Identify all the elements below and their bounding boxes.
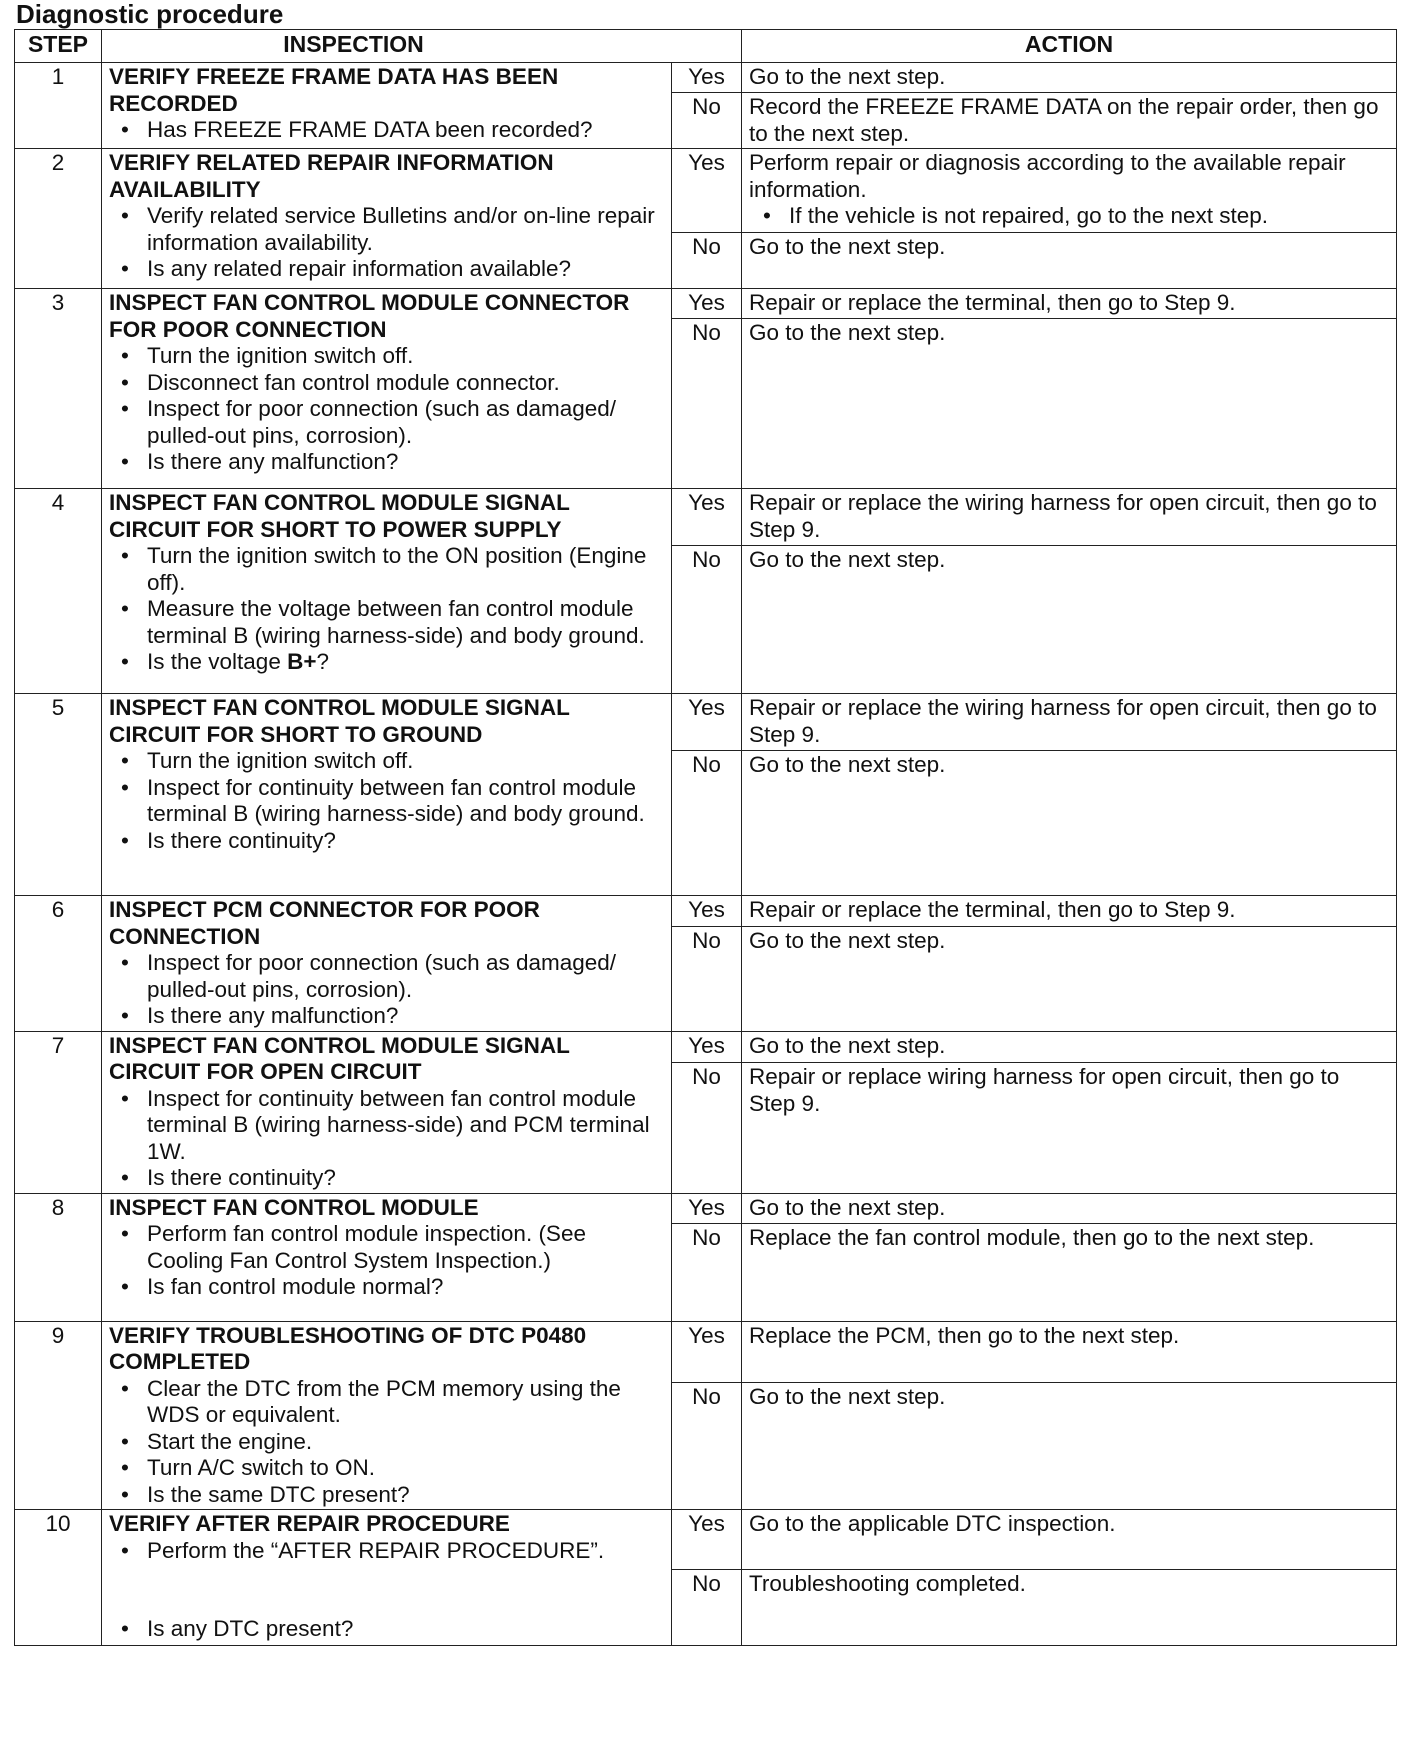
inspection-cell (102, 694, 672, 896)
inspection-cell (102, 63, 672, 149)
list-item: • Turn the ignition switch off. (109, 748, 664, 775)
table-row (15, 289, 1397, 319)
list-item: • Is there continuity? (109, 1165, 664, 1192)
spacer (109, 1564, 664, 1616)
no-label: No (672, 319, 742, 489)
yes-action: Repair or replace the wiring harness for open circuit, then go to Step 9. (742, 694, 1397, 751)
yes-action: Perform repair or diagnosis according to the available repair information. (749, 150, 1346, 202)
header-inspection: INSPECTION (102, 30, 742, 63)
no-label: No (672, 233, 742, 289)
inspection-bullets (109, 950, 664, 1030)
table-row (15, 694, 1397, 751)
inspection-bullets (109, 748, 664, 854)
step-number: 8 (15, 1193, 102, 1321)
list-item: • Is there any malfunction? (109, 449, 664, 476)
yes-label: Yes (672, 1321, 742, 1383)
step-number: 6 (15, 896, 102, 1032)
no-action: Troubleshooting completed. (742, 1570, 1397, 1646)
step-number: 4 (15, 489, 102, 694)
inspection-bullets (109, 343, 664, 476)
header-action: ACTION (742, 30, 1397, 63)
yes-label: Yes (672, 289, 742, 319)
yes-label: Yes (672, 896, 742, 927)
yes-action: Go to the next step. (742, 1193, 1397, 1223)
inspection-bullets (109, 203, 664, 283)
list-item: • Perform the “AFTER REPAIR PROCEDURE”. (109, 1538, 664, 1565)
page-title: Diagnostic procedure (16, 0, 284, 29)
no-action: Go to the next step. (742, 1383, 1397, 1510)
inspection-title: INSPECT FAN CONTROL MODULE SIGNAL CIRCUIT FOR SHORT TO POWER SUPPLY (109, 490, 570, 542)
step-number: 1 (15, 63, 102, 149)
list-item: • Is there continuity? (109, 828, 664, 855)
step-number: 5 (15, 694, 102, 896)
list-item: • Is any related repair information available? (109, 256, 664, 283)
inspection-cell (102, 149, 672, 289)
list-item: • Perform fan control module inspection. (See Cooling Fan Control System Inspection.) (109, 1221, 664, 1274)
inspection-title: INSPECT FAN CONTROL MODULE SIGNAL CIRCUIT FOR SHORT TO GROUND (109, 695, 570, 747)
inspection-title: VERIFY RELATED REPAIR INFORMATION AVAILABILITY (109, 150, 554, 202)
yes-action: Repair or replace the terminal, then go to Step 9. (742, 289, 1397, 319)
step-number: 7 (15, 1031, 102, 1193)
list-item: • Turn the ignition switch off. (109, 343, 664, 370)
list-item: • Is the same DTC present? (109, 1482, 664, 1509)
yes-action: Repair or replace the terminal, then go to Step 9. (742, 896, 1397, 927)
inspection-title: INSPECT FAN CONTROL MODULE (109, 1194, 479, 1220)
inspection-bullets (109, 117, 664, 144)
no-label: No (672, 1223, 742, 1321)
no-action: Go to the next step. (742, 751, 1397, 896)
list-item: • Inspect for continuity between fan control module terminal B (wiring harness-side) and body ground. (109, 775, 664, 828)
no-action: Replace the fan control module, then go to the next step. (742, 1223, 1397, 1321)
inspection-title: INSPECT FAN CONTROL MODULE CONNECTOR FOR POOR CONNECTION (109, 290, 630, 342)
no-action: Record the FREEZE FRAME DATA on the repair order, then go to the next step. (742, 93, 1397, 149)
table-row (15, 489, 1397, 546)
inspection-title: VERIFY FREEZE FRAME DATA HAS BEEN RECORDED (109, 64, 559, 116)
yes-label: Yes (672, 694, 742, 751)
inspection-bullets-final (109, 1616, 664, 1643)
inspection-bullets (109, 1538, 664, 1565)
table-row (15, 1031, 1397, 1063)
yes-action-sub (749, 203, 1389, 230)
inspection-bullets (109, 1086, 664, 1192)
yes-label: Yes (672, 1510, 742, 1570)
yes-action: Go to the next step. (742, 1031, 1397, 1063)
no-label: No (672, 546, 742, 694)
bullet-text-end: ? (316, 649, 329, 674)
list-item: • If the vehicle is not repaired, go to the next step. (749, 203, 1389, 230)
list-item: • Start the engine. (109, 1429, 664, 1456)
list-item: • Inspect for poor connection (such as damaged/ pulled-out pins, corrosion). (109, 396, 664, 449)
yes-label: Yes (672, 63, 742, 93)
inspection-title: INSPECT FAN CONTROL MODULE SIGNAL CIRCUIT FOR OPEN CIRCUIT (109, 1032, 570, 1084)
yes-label: Yes (672, 489, 742, 546)
yes-label: Yes (672, 1031, 742, 1063)
inspection-bullets (109, 543, 664, 676)
inspection-cell (102, 489, 672, 694)
inspection-cell (102, 1510, 672, 1646)
list-item (109, 649, 664, 676)
list-item: • Has FREEZE FRAME DATA been recorded? (109, 117, 664, 144)
no-action: Go to the next step. (742, 319, 1397, 489)
no-action: Go to the next step. (742, 546, 1397, 694)
inspection-cell (102, 896, 672, 1032)
list-item: • Clear the DTC from the PCM memory using the WDS or equivalent. (109, 1376, 664, 1429)
no-action: Go to the next step. (742, 927, 1397, 1031)
list-item: • Turn A/C switch to ON. (109, 1455, 664, 1482)
list-item: • Inspect for poor connection (such as damaged/ pulled-out pins, corrosion). (109, 950, 664, 1003)
table-row (15, 1321, 1397, 1383)
table-row (15, 1193, 1397, 1223)
no-action: Repair or replace wiring harness for open circuit, then go to Step 9. (742, 1063, 1397, 1193)
no-label: No (672, 1063, 742, 1193)
step-number: 3 (15, 289, 102, 489)
step-number: 2 (15, 149, 102, 289)
inspection-cell (102, 1193, 672, 1321)
yes-action: Repair or replace the wiring harness for open circuit, then go to Step 9. (742, 489, 1397, 546)
step-number: 9 (15, 1321, 102, 1510)
list-item: • Measure the voltage between fan control module terminal B (wiring harness-side) and body ground. (109, 596, 664, 649)
no-label: No (672, 93, 742, 149)
bullet-text: Is the voltage (147, 649, 288, 674)
step-number: 10 (15, 1510, 102, 1646)
inspection-cell (102, 289, 672, 489)
inspection-cell (102, 1321, 672, 1510)
no-label: No (672, 751, 742, 896)
table-row (15, 896, 1397, 927)
table-row (15, 63, 1397, 93)
inspection-bullets (109, 1376, 664, 1509)
diagnostic-procedure-table (14, 29, 1397, 1646)
bullet-bold-text: B+ (287, 649, 317, 674)
inspection-cell (102, 1031, 672, 1193)
inspection-title: VERIFY TROUBLESHOOTING OF DTC P0480 COMPLETED (109, 1322, 587, 1374)
yes-action-cell (742, 149, 1397, 233)
header-step: STEP (15, 30, 102, 63)
no-label: No (672, 927, 742, 1031)
list-item: • Turn the ignition switch to the ON position (Engine off). (109, 543, 664, 596)
inspection-title: INSPECT PCM CONNECTOR FOR POOR CONNECTION (109, 897, 540, 949)
list-item: • Inspect for continuity between fan control module terminal B (wiring harness-side) and PCM terminal 1W. (109, 1086, 664, 1166)
table-row (15, 1510, 1397, 1570)
table-header-row (15, 30, 1397, 63)
table-row (15, 149, 1397, 233)
yes-action: Go to the next step. (742, 63, 1397, 93)
list-item: • Verify related service Bulletins and/or on-line repair information availability. (109, 203, 664, 256)
list-item: • Disconnect fan control module connector. (109, 370, 664, 397)
list-item: • Is fan control module normal? (109, 1274, 664, 1301)
no-label: No (672, 1383, 742, 1510)
no-action: Go to the next step. (742, 233, 1397, 289)
list-item: • Is there any malfunction? (109, 1003, 664, 1030)
inspection-title: VERIFY AFTER REPAIR PROCEDURE (109, 1511, 510, 1536)
yes-label: Yes (672, 1193, 742, 1223)
inspection-bullets (109, 1221, 664, 1301)
yes-label: Yes (672, 149, 742, 233)
yes-action: Replace the PCM, then go to the next step. (742, 1321, 1397, 1383)
no-label: No (672, 1570, 742, 1646)
yes-action: Go to the applicable DTC inspection. (742, 1510, 1397, 1570)
list-item: • Is any DTC present? (109, 1616, 664, 1643)
